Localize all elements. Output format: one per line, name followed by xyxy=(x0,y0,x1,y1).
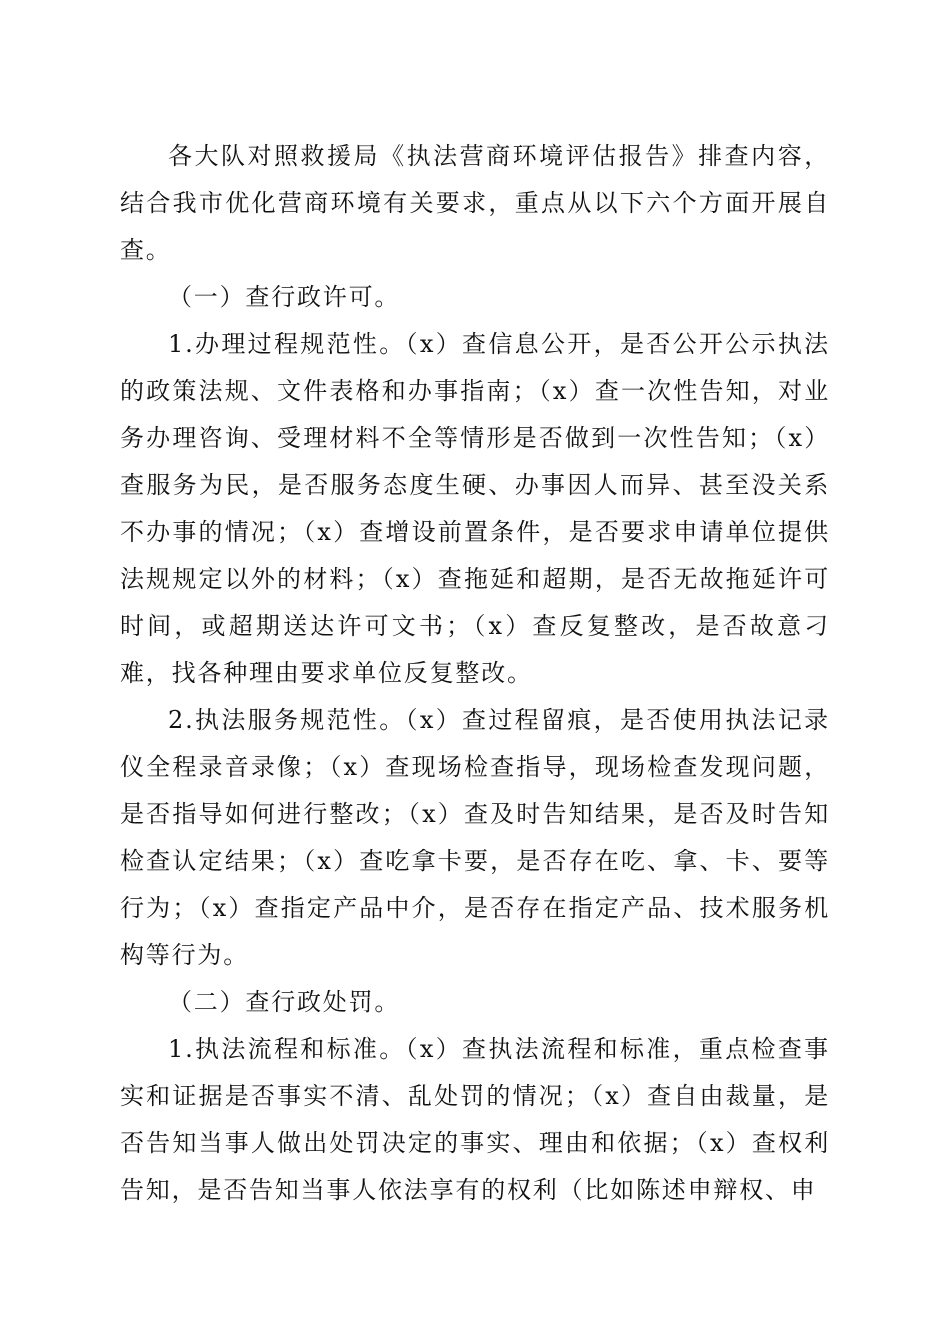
section-heading-administrative-penalty: （二）查行政处罚。 xyxy=(168,988,401,1016)
licensing-item-1-paragraph: 1.办理过程规范性。（x）查信息公开，是否公开公示执法的政策法规、文件表格和办事指南；（x）查一次性告知，对业务办理咨询、受理材料不全等情形是否做到一次性告知；（x）查服务为民，是否服务态度生硬、办事因人而异、甚至没关系不办事的情况；（x）查增设前置条件，是否要求申请单位提供法规规定以外的材料；（x）查拖延和超期，是否无故拖延许可时间，或超期送达许可文书；（x）查反复整改，是否故意刁难，找各种理由要求单位反复整改。 xyxy=(120,330,830,687)
licensing-item-2-paragraph: 2.执法服务规范性。（x）查过程留痕，是否使用执法记录仪全程录音录像；（x）查现场检查指导，现场检查发现问题，是否指导如何进行整改；（x）查及时告知结果，是否及时告知检查认定结果；（x）查吃拿卡要，是否存在吃、拿、卡、要等行为；（x）查指定产品中介，是否存在指定产品、技术服务机构等行为。 xyxy=(120,706,830,969)
section-heading-administrative-licensing: （一）查行政许可。 xyxy=(168,283,401,311)
document-page xyxy=(120,133,830,1214)
intro-paragraph: 各大队对照救援局《执法营商环境评估报告》排查内容，结合我市优化营商环境有关要求，重点从以下六个方面开展自查。 xyxy=(120,142,830,264)
penalty-item-1-paragraph: 1.执法流程和标准。（x）查执法流程和标准，重点检查事实和证据是否事实不清、乱处罚的情况；（x）查自由裁量，是否告知当事人做出处罚决定的事实、理由和依据；（x）查权利告知，是否告知当事人依法享有的权利（比如陈述申辩权、申 xyxy=(120,1035,830,1204)
